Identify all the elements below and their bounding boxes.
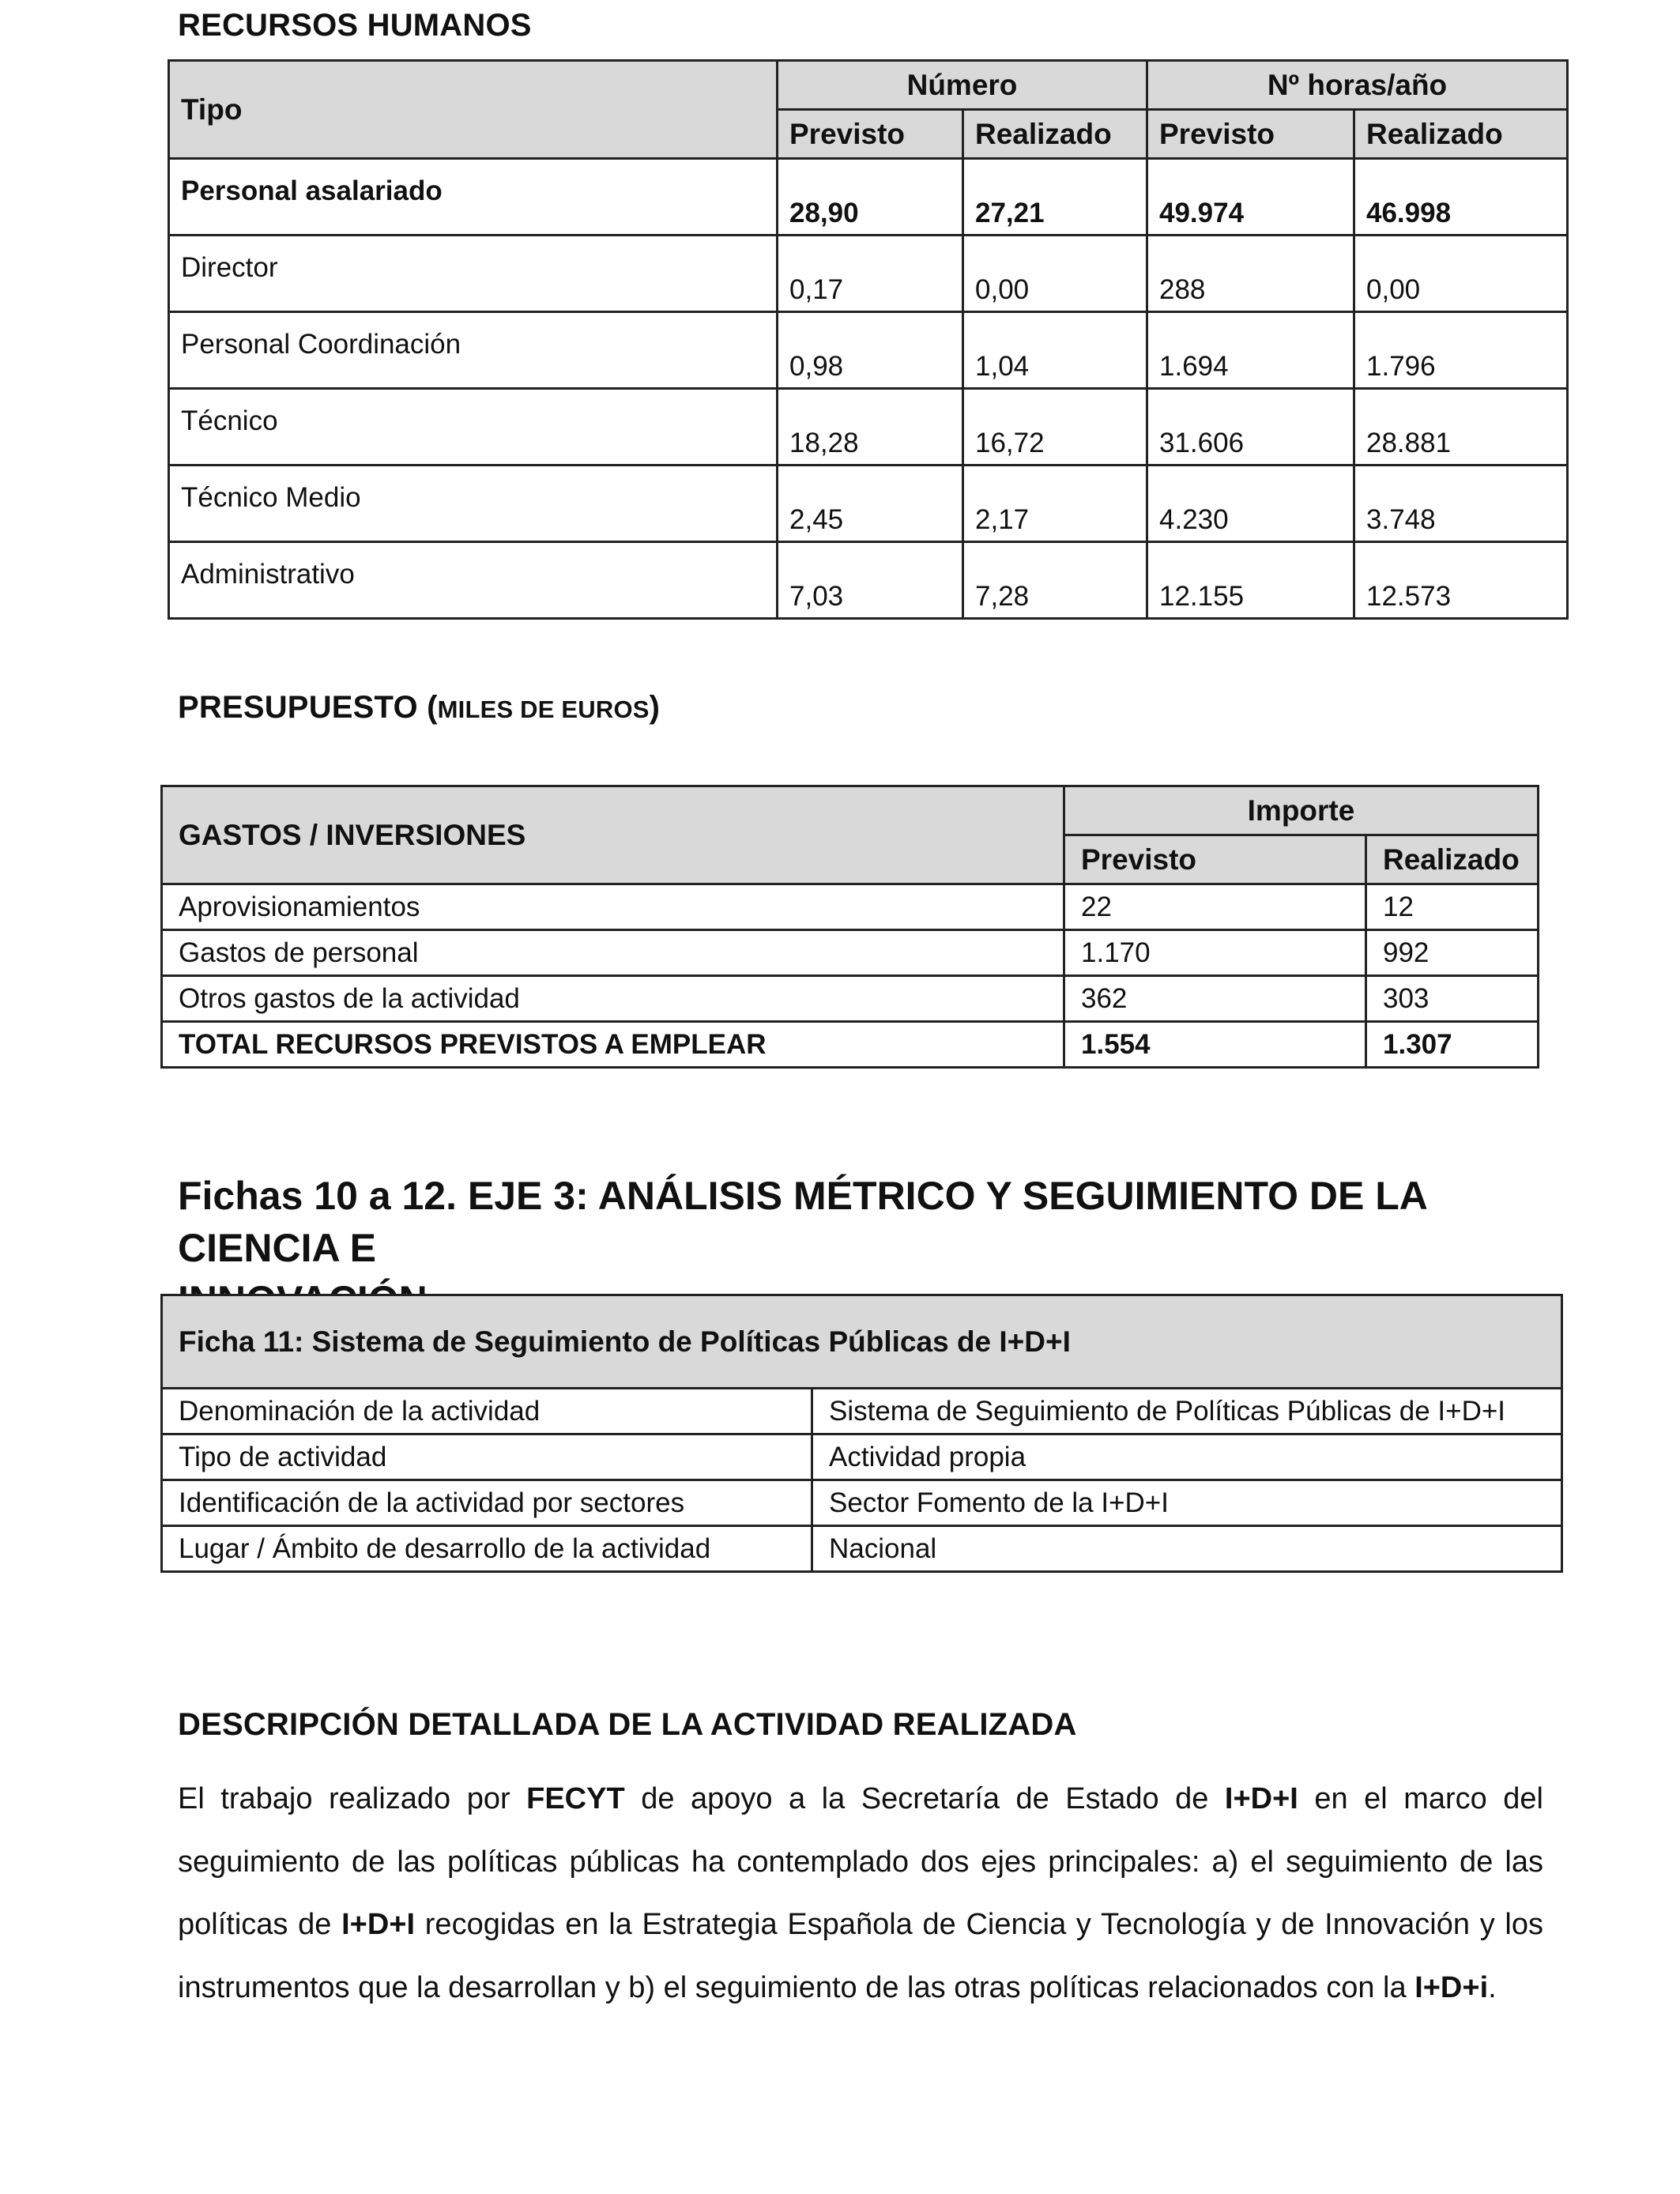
ficha-value: Actividad propia — [812, 1434, 1562, 1480]
col-tipo-header: Tipo — [169, 61, 778, 159]
col-horas-header: Nº horas/año — [1147, 61, 1568, 110]
row-previsto: 22 — [1064, 884, 1366, 930]
row-num-previsto: 0,98 — [778, 312, 963, 389]
row-horas-previsto: 1.694 — [1147, 312, 1354, 389]
table-row — [162, 1389, 1562, 1434]
col-importe-realizado: Realizado — [1366, 835, 1539, 884]
desc-text-3: en el marco del seguimiento de las políticas públicas ha contemplado dos ejes principales: a) el seguimiento de las políticas de — [178, 1782, 1543, 1941]
row-tipo: Administrativo — [169, 542, 778, 619]
desc-bold-idi-3: I+D+i — [1414, 1970, 1489, 2004]
presupuesto-title-main: PRESUPUESTO ( — [178, 690, 438, 725]
desc-bold-idi-1: I+D+I — [1224, 1782, 1298, 1815]
table-row — [169, 159, 1568, 236]
table-row — [162, 976, 1539, 1022]
row-num-realizado: 0,00 — [963, 236, 1147, 312]
row-horas-previsto: 4.230 — [1147, 466, 1354, 542]
row-num-previsto: 0,17 — [778, 236, 963, 312]
desc-bold-idi-2: I+D+I — [341, 1908, 416, 1941]
table-row — [162, 1434, 1562, 1480]
ficha-label: Lugar / Ámbito de desarrollo de la actividad — [162, 1526, 812, 1572]
eje-heading-line1: Fichas 10 a 12. EJE 3: ANÁLISIS MÉTRICO Y SEGUIMIENTO DE LA CIENCIA E — [178, 1174, 1427, 1270]
presupuesto-title-unit: MILES DE EUROS — [437, 696, 650, 723]
row-label: Gastos de personal — [162, 930, 1064, 976]
col-numero-realizado: Realizado — [963, 110, 1147, 159]
row-previsto: 362 — [1064, 976, 1366, 1022]
col-importe-previsto: Previsto — [1064, 835, 1366, 884]
desc-text-1: El trabajo realizado por — [178, 1782, 527, 1815]
col-horas-previsto: Previsto — [1147, 110, 1354, 159]
table-row — [162, 930, 1539, 976]
table-row — [169, 312, 1568, 389]
row-realizado: 12 — [1366, 884, 1539, 930]
row-previsto: 1.170 — [1064, 930, 1366, 976]
row-num-previsto: 28,90 — [778, 159, 963, 236]
ficha-table — [160, 1294, 1563, 1573]
row-horas-previsto: 288 — [1147, 236, 1354, 312]
row-previsto: 1.554 — [1064, 1022, 1366, 1068]
row-horas-realizado: 46.998 — [1354, 159, 1568, 236]
row-num-realizado: 2,17 — [963, 466, 1147, 542]
recursos-humanos-title: RECURSOS HUMANOS — [178, 8, 532, 43]
table-row — [169, 542, 1568, 619]
ficha-label: Tipo de actividad — [162, 1434, 812, 1480]
table-row — [169, 236, 1568, 312]
desc-bold-fecyt: FECYT — [526, 1782, 625, 1815]
row-horas-realizado: 3.748 — [1354, 466, 1568, 542]
row-num-realizado: 16,72 — [963, 389, 1147, 466]
recursos-humanos-table — [168, 59, 1569, 620]
col-gastos-header: GASTOS / INVERSIONES — [162, 786, 1064, 884]
row-realizado: 1.307 — [1366, 1022, 1539, 1068]
row-tipo: Técnico Medio — [169, 466, 778, 542]
row-num-previsto: 7,03 — [778, 542, 963, 619]
row-label: TOTAL RECURSOS PREVISTOS A EMPLEAR — [162, 1022, 1064, 1068]
table-row-total — [162, 1022, 1539, 1068]
row-num-realizado: 27,21 — [963, 159, 1147, 236]
table-row — [162, 884, 1539, 930]
row-tipo: Técnico — [169, 389, 778, 466]
row-num-realizado: 1,04 — [963, 312, 1147, 389]
table-row — [169, 389, 1568, 466]
desc-text-2: de apoyo a la Secretaría de Estado de — [624, 1782, 1225, 1815]
row-label: Otros gastos de la actividad — [162, 976, 1064, 1022]
row-realizado: 992 — [1366, 930, 1539, 976]
row-horas-realizado: 1.796 — [1354, 312, 1568, 389]
row-tipo: Director — [169, 236, 778, 312]
table-row — [162, 1480, 1562, 1526]
ficha-value: Sector Fomento de la I+D+I — [812, 1480, 1562, 1526]
presupuesto-table — [160, 785, 1539, 1069]
presupuesto-title-close: ) — [649, 690, 661, 725]
ficha-header: Ficha 11: Sistema de Seguimiento de Políticas Públicas de I+D+I — [162, 1295, 1562, 1389]
desc-text-5: . — [1488, 1970, 1497, 2004]
ficha-value: Sistema de Seguimiento de Políticas Públicas de I+D+I — [812, 1389, 1562, 1434]
row-num-previsto: 2,45 — [778, 466, 963, 542]
descripcion-title: DESCRIPCIÓN DETALLADA DE LA ACTIVIDAD REALIZADA — [178, 1707, 1077, 1742]
row-horas-realizado: 0,00 — [1354, 236, 1568, 312]
col-numero-previsto: Previsto — [778, 110, 963, 159]
col-numero-header: Número — [778, 61, 1147, 110]
row-horas-realizado: 28.881 — [1354, 389, 1568, 466]
desc-text-4: recogidas en la Estrategia Española de Ciencia y Tecnología y de Innovación y los instrumentos que la desarrollan y b) el seguimiento de las otras políticas relacionados con la — [178, 1908, 1543, 2004]
ficha-value: Nacional — [812, 1526, 1562, 1572]
row-label: Aprovisionamientos — [162, 884, 1064, 930]
row-horas-previsto: 31.606 — [1147, 389, 1354, 466]
ficha-label: Identificación de la actividad por sectores — [162, 1480, 812, 1526]
descripcion-paragraph — [178, 1768, 1543, 2019]
presupuesto-title — [178, 690, 660, 726]
row-horas-previsto: 49.974 — [1147, 159, 1354, 236]
row-tipo: Personal asalariado — [169, 159, 778, 236]
col-horas-realizado: Realizado — [1354, 110, 1568, 159]
ficha-label: Denominación de la actividad — [162, 1389, 812, 1434]
row-num-previsto: 18,28 — [778, 389, 963, 466]
table-row — [162, 1526, 1562, 1572]
row-num-realizado: 7,28 — [963, 542, 1147, 619]
row-realizado: 303 — [1366, 976, 1539, 1022]
row-horas-previsto: 12.155 — [1147, 542, 1354, 619]
table-row — [169, 466, 1568, 542]
row-tipo: Personal Coordinación — [169, 312, 778, 389]
col-importe-header: Importe — [1064, 786, 1539, 835]
row-horas-realizado: 12.573 — [1354, 542, 1568, 619]
